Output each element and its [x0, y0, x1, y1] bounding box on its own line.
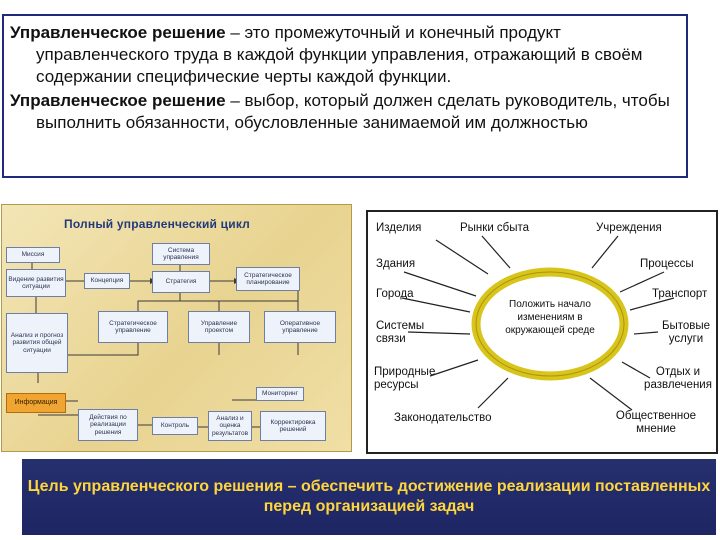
environment-change-diagram — [366, 210, 718, 454]
goal-banner — [22, 459, 716, 535]
definition-1 — [10, 22, 680, 88]
label-institutions: Учреждения — [596, 222, 662, 234]
box-strategy: Стратегия — [152, 271, 210, 293]
box-concept: Концепция — [84, 273, 130, 289]
definition-2-term: Управленческое решение — [10, 91, 226, 110]
label-cities: Города — [376, 288, 414, 300]
management-cycle-diagram — [1, 204, 352, 452]
label-leisure: Отдых и развлечения — [644, 366, 712, 391]
box-strategic-planning: Стратегическое планирование — [236, 267, 300, 291]
definition-2 — [10, 90, 680, 134]
ring-center-text: Положить начало изменениям в окружающей среде — [505, 299, 595, 336]
definition-1-term: Управленческое решение — [10, 23, 226, 42]
label-services: Бытовые услуги — [661, 320, 711, 345]
box-system: Система управления — [152, 243, 210, 265]
box-information: Информация — [6, 393, 66, 413]
box-correction: Корректировка решений — [260, 411, 326, 441]
box-actions: Действия по реализации решения — [78, 409, 138, 441]
label-resources: Природные ресурсы — [374, 366, 436, 391]
label-transport: Транспорт — [652, 288, 708, 300]
label-legislation: Законодательство — [394, 412, 492, 424]
box-mission: Миссия — [6, 247, 60, 263]
definition-box — [2, 14, 688, 178]
label-products: Изделия — [376, 222, 422, 234]
label-systems: Системы связи — [376, 320, 425, 345]
label-buildings: Здания — [376, 258, 416, 270]
box-analysis: Анализ и прогноз развития общей ситуации — [6, 313, 68, 373]
box-operational-management: Оперативное управление — [264, 311, 336, 343]
definition-2-text: – выбор, который должен сделать руководитель, чтобы выполнить обязанности, обусловленные занимаемой им должностью — [36, 91, 670, 132]
definition-1-text: – это промежуточный и конечный продукт управленческого труда в каждой функции управления, отражающий в своём содержании специфические черты каждой функции. — [36, 23, 643, 86]
goal-text: Цель управленческого решения – обеспечить достижение реализации поставленных перед организацией задач — [27, 478, 711, 515]
box-situation: Видение развития ситуации — [6, 269, 66, 297]
label-opinion: Общественное мнение — [615, 410, 697, 435]
label-processes: Процессы — [640, 258, 694, 270]
box-control: Контроль — [152, 417, 198, 435]
box-strategic-management: Стратегическое управление — [98, 311, 168, 343]
box-monitoring: Мониторинг — [256, 387, 304, 401]
box-project-management: Управление проектом — [188, 311, 250, 343]
box-result-analysis: Анализ и оценка результатов — [208, 411, 252, 441]
cycle-title: Полный управленческий цикл — [64, 217, 250, 231]
label-markets: Рынки сбыта — [460, 222, 530, 234]
